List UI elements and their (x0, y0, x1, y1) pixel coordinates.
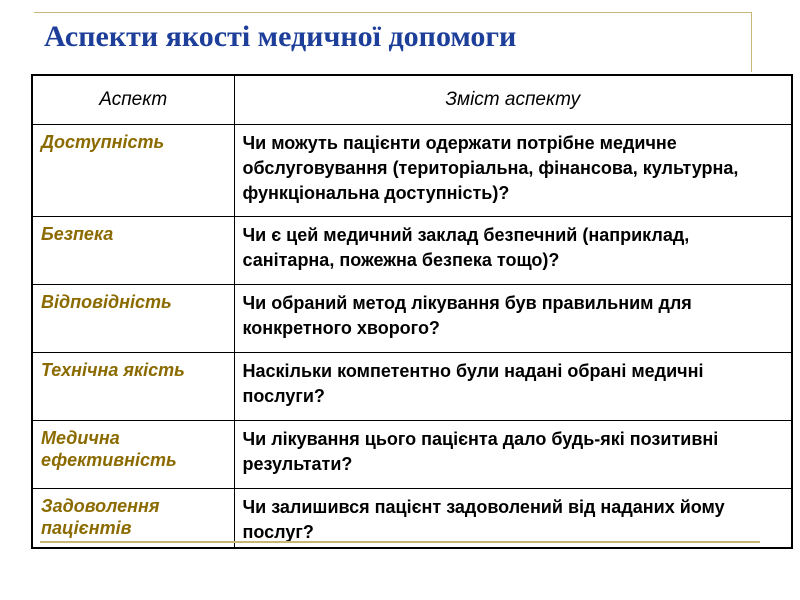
bottom-divider-line (40, 541, 760, 543)
header-content: Зміст аспекту (234, 75, 792, 124)
aspect-cell-appropriateness: Відповідність (32, 284, 234, 352)
content-cell-safety: Чи є цей медичний заклад безпечний (наприклад, санітарна, пожежна безпека тощо)? (234, 216, 792, 284)
content-cell-patient-satisfaction: Чи залишився пацієнт задоволений від наданих йому послуг? (234, 488, 792, 548)
content-cell-appropriateness: Чи обраний метод лікування був правильним для конкретного хворого? (234, 284, 792, 352)
table-row (32, 284, 792, 352)
content-cell-accessibility: Чи можуть пацієнти одержати потрібне медичне обслуговування (територіальна, фінансова, культурна, функціональна доступність)? (234, 124, 792, 216)
table-row (32, 488, 792, 548)
aspect-cell-patient-satisfaction: Задоволення пацієнтів (32, 488, 234, 548)
table-row (32, 352, 792, 420)
aspect-cell-safety: Безпека (32, 216, 234, 284)
table-row (32, 420, 792, 488)
table-header-row (32, 75, 792, 124)
table-row (32, 216, 792, 284)
slide-title: Аспекти якості медичної допомоги (44, 20, 517, 53)
content-cell-medical-effectiveness: Чи лікування цього пацієнта дало будь-які позитивні результати? (234, 420, 792, 488)
quality-aspects-table-container (31, 74, 791, 542)
aspect-cell-technical-quality: Технічна якість (32, 352, 234, 420)
quality-aspects-table (31, 74, 793, 549)
content-cell-technical-quality: Наскільки компетентно були надані обрані медичні послуги? (234, 352, 792, 420)
header-aspect: Аспект (32, 75, 234, 124)
table-row (32, 124, 792, 216)
aspect-cell-accessibility: Доступність (32, 124, 234, 216)
aspect-cell-medical-effectiveness: Медична ефективність (32, 420, 234, 488)
